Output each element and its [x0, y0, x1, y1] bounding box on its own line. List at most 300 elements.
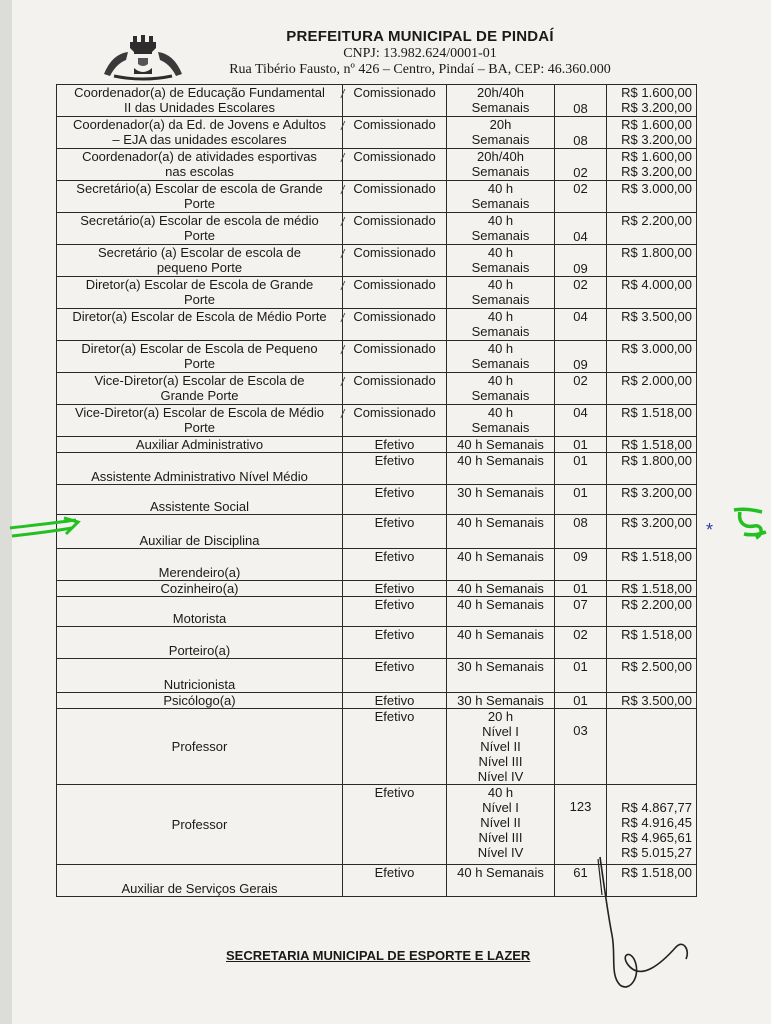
jornada-cell	[447, 405, 555, 437]
jornada-cell	[447, 453, 555, 485]
jornada-cell-text: Nível I	[482, 800, 519, 815]
cargo-cell	[57, 659, 343, 693]
cargo-cell-text: Psicólogo(a)	[163, 693, 236, 708]
positions-table	[56, 84, 697, 897]
vencimento-cell	[607, 693, 697, 709]
quantidade-cell	[555, 581, 607, 597]
jornada-cell	[447, 659, 555, 693]
quantidade-cell	[555, 659, 607, 693]
vencimento-cell	[607, 245, 697, 277]
vencimento-cell-text: R$ 4.916,45	[621, 815, 692, 830]
vencimento-cell-text: R$ 1.518,00	[621, 581, 692, 596]
vinculo-cell	[343, 693, 447, 709]
vinculo-text: Comissionado	[353, 213, 436, 228]
vinculo-text: Efetivo	[374, 453, 415, 468]
jornada-cell	[447, 549, 555, 581]
quantidade-cell	[555, 785, 607, 865]
cargo-cell	[57, 549, 343, 581]
cargo-cell	[57, 709, 343, 785]
cargo-cell-text: Porte	[183, 356, 216, 371]
vencimento-cell-text: R$ 1.800,00	[621, 245, 692, 260]
quantidade-cell	[555, 627, 607, 659]
quantidade-text: 01	[573, 581, 588, 596]
vencimento-cell-text: R$ 3.200,00	[621, 485, 692, 500]
vencimento-cell-text: R$ 3.200,00	[621, 100, 692, 115]
table-row	[57, 627, 697, 659]
vencimento-cell-text: R$ 3.200,00	[621, 132, 692, 147]
table-row	[57, 181, 697, 213]
cargo-cell	[57, 149, 343, 181]
quantidade-text: 02	[573, 277, 588, 292]
jornada-cell-text: Semanais	[471, 356, 530, 371]
pen-tick-mark: /	[341, 279, 345, 293]
table-row	[57, 309, 697, 341]
vencimento-cell-text: R$ 1.518,00	[621, 437, 692, 452]
quantidade-cell	[555, 709, 607, 785]
cargo-cell-text: Diretor(a) Escolar de Escola de Grande	[85, 277, 314, 292]
cargo-cell-text: II das Unidades Escolares	[123, 100, 276, 115]
quantidade-text: 01	[573, 485, 588, 500]
table-row	[57, 373, 697, 405]
green-ink-mark	[6, 512, 82, 542]
vencimento-cell-text: R$ 3.200,00	[621, 515, 692, 530]
vinculo-cell	[343, 149, 447, 181]
pen-tick-mark: /	[341, 87, 345, 101]
vencimento-cell	[607, 581, 697, 597]
table-row	[57, 341, 697, 373]
cargo-cell	[57, 277, 343, 309]
jornada-cell-text: 40 h	[487, 245, 514, 260]
vencimento-cell-text: R$ 1.600,00	[621, 85, 692, 100]
jornada-cell-text: Nível II	[480, 739, 521, 754]
vencimento-cell-text: R$ 2.200,00	[621, 597, 692, 612]
vinculo-text: Efetivo	[374, 597, 415, 612]
jornada-cell	[447, 581, 555, 597]
municipal-crest-icon	[100, 34, 186, 80]
jornada-cell-text: Semanais	[471, 228, 530, 243]
vinculo-text: Efetivo	[374, 865, 415, 880]
quantidade-text: 08	[573, 133, 588, 148]
table-row	[57, 149, 697, 181]
vencimento-cell-text: R$ 2.000,00	[621, 373, 692, 388]
vinculo-cell	[343, 309, 447, 341]
handwritten-signature	[590, 855, 700, 995]
jornada-cell	[447, 627, 555, 659]
jornada-cell	[447, 181, 555, 213]
quantidade-cell	[555, 485, 607, 515]
pen-tick-mark: /	[341, 119, 345, 133]
table-row	[57, 453, 697, 485]
cargo-cell	[57, 245, 343, 277]
pen-tick-mark: /	[341, 311, 345, 325]
table-row	[57, 85, 697, 117]
quantidade-text: 02	[573, 165, 588, 180]
cargo-cell-text: Cozinheiro(a)	[160, 581, 239, 596]
cargo-cell-text: Secretário (a) Escolar de escola de	[97, 245, 302, 260]
vencimento-cell-text: R$ 1.600,00	[621, 117, 692, 132]
jornada-cell-text: Nível III	[478, 830, 523, 845]
jornada-cell-text: Nível IV	[477, 845, 524, 860]
quantidade-text: 123	[569, 799, 592, 814]
jornada-cell-text: 20 h	[487, 709, 514, 724]
jornada-cell-text: 40 h Semanais	[457, 627, 544, 642]
vinculo-text: Efetivo	[374, 485, 415, 500]
vencimento-cell-text	[611, 785, 692, 800]
annotation-marks	[704, 504, 770, 544]
vencimento-cell-text: R$ 1.800,00	[621, 453, 692, 468]
quantidade-cell	[555, 245, 607, 277]
cargo-cell-text: Coordenador(a) da Ed. de Jovens e Adultos	[73, 117, 326, 132]
cargo-cell-text: Assistente Administrativo Nível Médio	[91, 469, 308, 484]
cargo-cell-text: Porteiro(a)	[168, 643, 231, 658]
jornada-cell	[447, 785, 555, 865]
cargo-cell	[57, 453, 343, 485]
cargo-cell-text: Diretor(a) Escolar de Escola de Médio Porte	[72, 309, 327, 324]
cargo-cell-text: Coordenador(a) de Educação Fundamental	[74, 85, 325, 100]
vencimento-cell	[607, 405, 697, 437]
quantidade-text: 61	[573, 865, 588, 880]
jornada-cell-text: 40 h	[487, 213, 514, 228]
jornada-cell-text: 30 h Semanais	[457, 693, 544, 708]
vinculo-text: Comissionado	[353, 181, 436, 196]
pen-tick-mark: /	[341, 215, 345, 229]
cargo-cell-text: Auxiliar de Serviços Gerais	[121, 881, 278, 896]
vencimento-cell	[607, 597, 697, 627]
quantidade-text: 01	[573, 693, 588, 708]
cargo-cell-text: Professor	[171, 817, 228, 832]
vinculo-text: Efetivo	[374, 627, 415, 642]
jornada-cell-text: 40 h Semanais	[457, 549, 544, 564]
jornada-cell	[447, 865, 555, 897]
jornada-cell-text: 40 h	[487, 309, 514, 324]
vinculo-cell	[343, 627, 447, 659]
cargo-cell	[57, 117, 343, 149]
cargo-cell-text: Grande Porte	[160, 388, 239, 403]
quantidade-text: 09	[573, 261, 588, 276]
vinculo-cell	[343, 405, 447, 437]
quantidade-cell	[555, 693, 607, 709]
cargo-cell-text: Porte	[183, 292, 216, 307]
jornada-cell-text: Semanais	[471, 324, 530, 339]
jornada-cell-text: Nível I	[482, 724, 519, 739]
vinculo-text: Comissionado	[353, 245, 436, 260]
cargo-cell	[57, 309, 343, 341]
cargo-cell	[57, 373, 343, 405]
quantidade-cell	[555, 515, 607, 549]
cargo-cell-text: pequeno Porte	[156, 260, 243, 275]
vencimento-cell-text: R$ 1.600,00	[621, 149, 692, 164]
vinculo-cell	[343, 117, 447, 149]
jornada-cell	[447, 309, 555, 341]
jornada-cell-text: 40 h	[487, 277, 514, 292]
vinculo-cell	[343, 453, 447, 485]
vencimento-cell	[607, 117, 697, 149]
document-title: PREFEITURA MUNICIPAL DE PINDAÍ	[286, 28, 554, 45]
vencimento-cell	[607, 277, 697, 309]
jornada-cell-text: 40 h	[487, 405, 514, 420]
jornada-cell-text: 40 h	[487, 373, 514, 388]
vinculo-cell	[343, 709, 447, 785]
vencimento-cell-text: R$ 1.518,00	[621, 549, 692, 564]
vencimento-cell	[607, 485, 697, 515]
cargo-cell	[57, 581, 343, 597]
vencimento-cell-text: R$ 3.200,00	[621, 164, 692, 179]
vencimento-cell	[607, 373, 697, 405]
vencimento-cell-text: R$ 3.000,00	[621, 181, 692, 196]
jornada-cell-text: 30 h Semanais	[457, 485, 544, 500]
jornada-cell	[447, 277, 555, 309]
jornada-cell-text: 20h/40h	[477, 149, 524, 164]
vinculo-text: Comissionado	[353, 85, 436, 100]
vinculo-cell	[343, 865, 447, 897]
vinculo-text: Comissionado	[353, 117, 436, 132]
vencimento-cell-text: R$ 4.965,61	[621, 830, 692, 845]
vinculo-text: Comissionado	[353, 149, 436, 164]
quantidade-text: 02	[573, 373, 588, 388]
cargo-cell-text: nas escolas	[165, 164, 234, 179]
jornada-cell	[447, 693, 555, 709]
table-row	[57, 597, 697, 627]
vencimento-cell-text: R$ 3.500,00	[621, 309, 692, 324]
cargo-cell-text: Nutricionista	[163, 677, 236, 692]
cargo-cell	[57, 785, 343, 865]
quantidade-cell	[555, 181, 607, 213]
jornada-cell-text: 40 h Semanais	[457, 515, 544, 530]
table-row	[57, 693, 697, 709]
cargo-cell	[57, 213, 343, 245]
jornada-cell-text: 40 h	[487, 341, 514, 356]
quantidade-cell	[555, 117, 607, 149]
jornada-cell-text: 40 h	[487, 785, 514, 800]
jornada-cell-text: Semanais	[471, 100, 530, 115]
quantidade-text: 04	[573, 309, 588, 324]
quantidade-cell	[555, 373, 607, 405]
quantidade-text: 04	[573, 405, 588, 420]
cargo-cell-text: Vice-Diretor(a) Escolar de Escola de	[94, 373, 305, 388]
vencimento-cell-text: R$ 4.000,00	[621, 277, 692, 292]
vinculo-cell	[343, 485, 447, 515]
quantidade-text: 01	[573, 453, 588, 468]
cargo-cell-text: Assistente Social	[150, 499, 249, 514]
pen-tick-mark: /	[341, 407, 345, 421]
jornada-cell	[447, 149, 555, 181]
table-row	[57, 581, 697, 597]
quantidade-cell	[555, 549, 607, 581]
pen-tick-mark: /	[341, 375, 345, 389]
vinculo-text: Efetivo	[374, 693, 415, 708]
jornada-cell-text: Semanais	[471, 196, 530, 211]
vinculo-text: Comissionado	[353, 277, 436, 292]
jornada-cell-text: Semanais	[471, 388, 530, 403]
jornada-cell-text: Semanais	[471, 292, 530, 307]
cargo-cell-text: Porte	[183, 228, 216, 243]
jornada-cell-text: 40 h	[487, 181, 514, 196]
cargo-cell	[57, 341, 343, 373]
vinculo-text: Comissionado	[353, 341, 436, 356]
quantidade-text: 08	[573, 101, 588, 116]
vinculo-cell	[343, 277, 447, 309]
vencimento-cell-text: R$ 1.518,00	[621, 627, 692, 642]
cargo-cell-text: Vice-Diretor(a) Escolar de Escola de Médio	[74, 405, 325, 420]
jornada-cell-text: Semanais	[471, 164, 530, 179]
vencimento-cell	[607, 341, 697, 373]
quantidade-text: 09	[573, 357, 588, 372]
vencimento-cell	[607, 549, 697, 581]
cargo-cell	[57, 437, 343, 453]
vinculo-cell	[343, 213, 447, 245]
jornada-cell	[447, 485, 555, 515]
quantidade-cell	[555, 213, 607, 245]
table-row	[57, 437, 697, 453]
vencimento-cell	[607, 785, 697, 865]
cargo-cell	[57, 597, 343, 627]
cargo-cell-text: Motorista	[172, 611, 227, 626]
quantidade-text: 02	[573, 627, 588, 642]
vinculo-text: Efetivo	[374, 785, 415, 800]
vinculo-cell	[343, 597, 447, 627]
jornada-cell-text: Nível II	[480, 815, 521, 830]
vinculo-text: Comissionado	[353, 309, 436, 324]
vencimento-cell	[607, 709, 697, 785]
jornada-cell-text: Nível III	[478, 754, 523, 769]
cargo-cell	[57, 627, 343, 659]
jornada-cell	[447, 213, 555, 245]
cargo-cell	[57, 515, 343, 549]
quantidade-cell	[555, 309, 607, 341]
jornada-cell	[447, 709, 555, 785]
vinculo-text: Efetivo	[374, 437, 415, 452]
cargo-cell	[57, 181, 343, 213]
cargo-cell-text: Porte	[183, 196, 216, 211]
vinculo-text: Comissionado	[353, 373, 436, 388]
quantidade-cell	[555, 405, 607, 437]
vencimento-cell	[607, 309, 697, 341]
cargo-cell	[57, 693, 343, 709]
vinculo-text: Efetivo	[374, 659, 415, 674]
vinculo-text: Efetivo	[374, 581, 415, 596]
quantidade-cell	[555, 149, 607, 181]
vencimento-cell-text: R$ 5.015,27	[621, 845, 692, 860]
table-row	[57, 515, 697, 549]
vencimento-cell	[607, 515, 697, 549]
vinculo-text: Efetivo	[374, 549, 415, 564]
cargo-cell	[57, 485, 343, 515]
jornada-cell	[447, 341, 555, 373]
pen-tick-mark: /	[341, 343, 345, 357]
pen-tick-mark: /	[341, 247, 345, 261]
vinculo-cell	[343, 373, 447, 405]
table-row	[57, 213, 697, 245]
vencimento-cell-text: R$ 1.518,00	[621, 865, 692, 880]
vencimento-cell	[607, 659, 697, 693]
table-row	[57, 277, 697, 309]
vencimento-cell	[607, 149, 697, 181]
cargo-cell-text: Secretário(a) Escolar de escola de Grande	[76, 181, 323, 196]
table-row	[57, 549, 697, 581]
quantidade-cell	[555, 437, 607, 453]
footer-secretaria: SECRETARIA MUNICIPAL DE ESPORTE E LAZER	[226, 948, 531, 963]
jornada-cell-text: 40 h Semanais	[457, 453, 544, 468]
vencimento-cell-text: R$ 2.200,00	[621, 213, 692, 228]
vencimento-cell	[607, 437, 697, 453]
table-row	[57, 117, 697, 149]
cargo-cell-text: Professor	[171, 739, 228, 754]
jornada-cell	[447, 117, 555, 149]
cargo-cell-text: Secretário(a) Escolar de escola de médio	[80, 213, 319, 228]
vinculo-cell	[343, 341, 447, 373]
cargo-cell-text: Merendeiro(a)	[158, 565, 241, 580]
quantidade-cell	[555, 277, 607, 309]
vinculo-cell	[343, 245, 447, 277]
vencimento-cell	[607, 627, 697, 659]
positions-table-body	[57, 85, 697, 897]
vinculo-cell	[343, 581, 447, 597]
vinculo-cell	[343, 659, 447, 693]
vencimento-cell-text: R$ 1.518,00	[621, 405, 692, 420]
table-row	[57, 659, 697, 693]
vencimento-cell	[607, 85, 697, 117]
quantidade-text: 01	[573, 437, 588, 452]
jornada-cell	[447, 437, 555, 453]
jornada-cell	[447, 515, 555, 549]
cnpj-line: CNPJ: 13.982.624/0001-01	[343, 46, 497, 61]
jornada-cell	[447, 245, 555, 277]
jornada-cell	[447, 597, 555, 627]
quantidade-cell	[555, 453, 607, 485]
jornada-cell-text: 40 h Semanais	[457, 865, 544, 880]
vinculo-cell	[343, 785, 447, 865]
vinculo-cell	[343, 549, 447, 581]
vencimento-cell-text: R$ 3.000,00	[621, 341, 692, 356]
table-row	[57, 405, 697, 437]
cargo-cell-text: Diretor(a) Escolar de Escola de Pequeno	[81, 341, 318, 356]
vinculo-text: Efetivo	[374, 709, 415, 724]
cargo-cell-text: Auxiliar Administrativo	[135, 437, 264, 452]
quantidade-cell	[555, 85, 607, 117]
pen-tick-mark: /	[341, 151, 345, 165]
vinculo-cell	[343, 85, 447, 117]
cargo-cell-text: Porte	[183, 420, 216, 435]
quantidade-text: 03	[573, 723, 588, 738]
vinculo-cell	[343, 437, 447, 453]
vencimento-cell-text: R$ 2.500,00	[621, 659, 692, 674]
vencimento-cell	[607, 181, 697, 213]
quantidade-text: 01	[573, 659, 588, 674]
jornada-cell-text: Semanais	[471, 420, 530, 435]
jornada-cell	[447, 373, 555, 405]
vinculo-cell	[343, 515, 447, 549]
cargo-cell	[57, 405, 343, 437]
vencimento-cell-text: R$ 4.867,77	[621, 800, 692, 815]
jornada-cell-text: Semanais	[471, 260, 530, 275]
jornada-cell-text: 40 h Semanais	[457, 597, 544, 612]
cargo-cell	[57, 85, 343, 117]
jornada-cell-text: 40 h Semanais	[457, 581, 544, 596]
quantidade-text: 07	[573, 597, 588, 612]
jornada-cell-text: 30 h Semanais	[457, 659, 544, 674]
quantidade-text: 09	[573, 549, 588, 564]
jornada-cell-text: Nível IV	[477, 769, 524, 784]
vencimento-cell	[607, 453, 697, 485]
jornada-cell-text: 20h/40h	[477, 85, 524, 100]
quantidade-cell	[555, 597, 607, 627]
quantidade-text: 08	[573, 515, 588, 530]
cargo-cell	[57, 865, 343, 897]
vencimento-cell-text: R$ 3.500,00	[621, 693, 692, 708]
table-row	[57, 245, 697, 277]
quantidade-text: 02	[573, 181, 588, 196]
table-row	[57, 785, 697, 865]
